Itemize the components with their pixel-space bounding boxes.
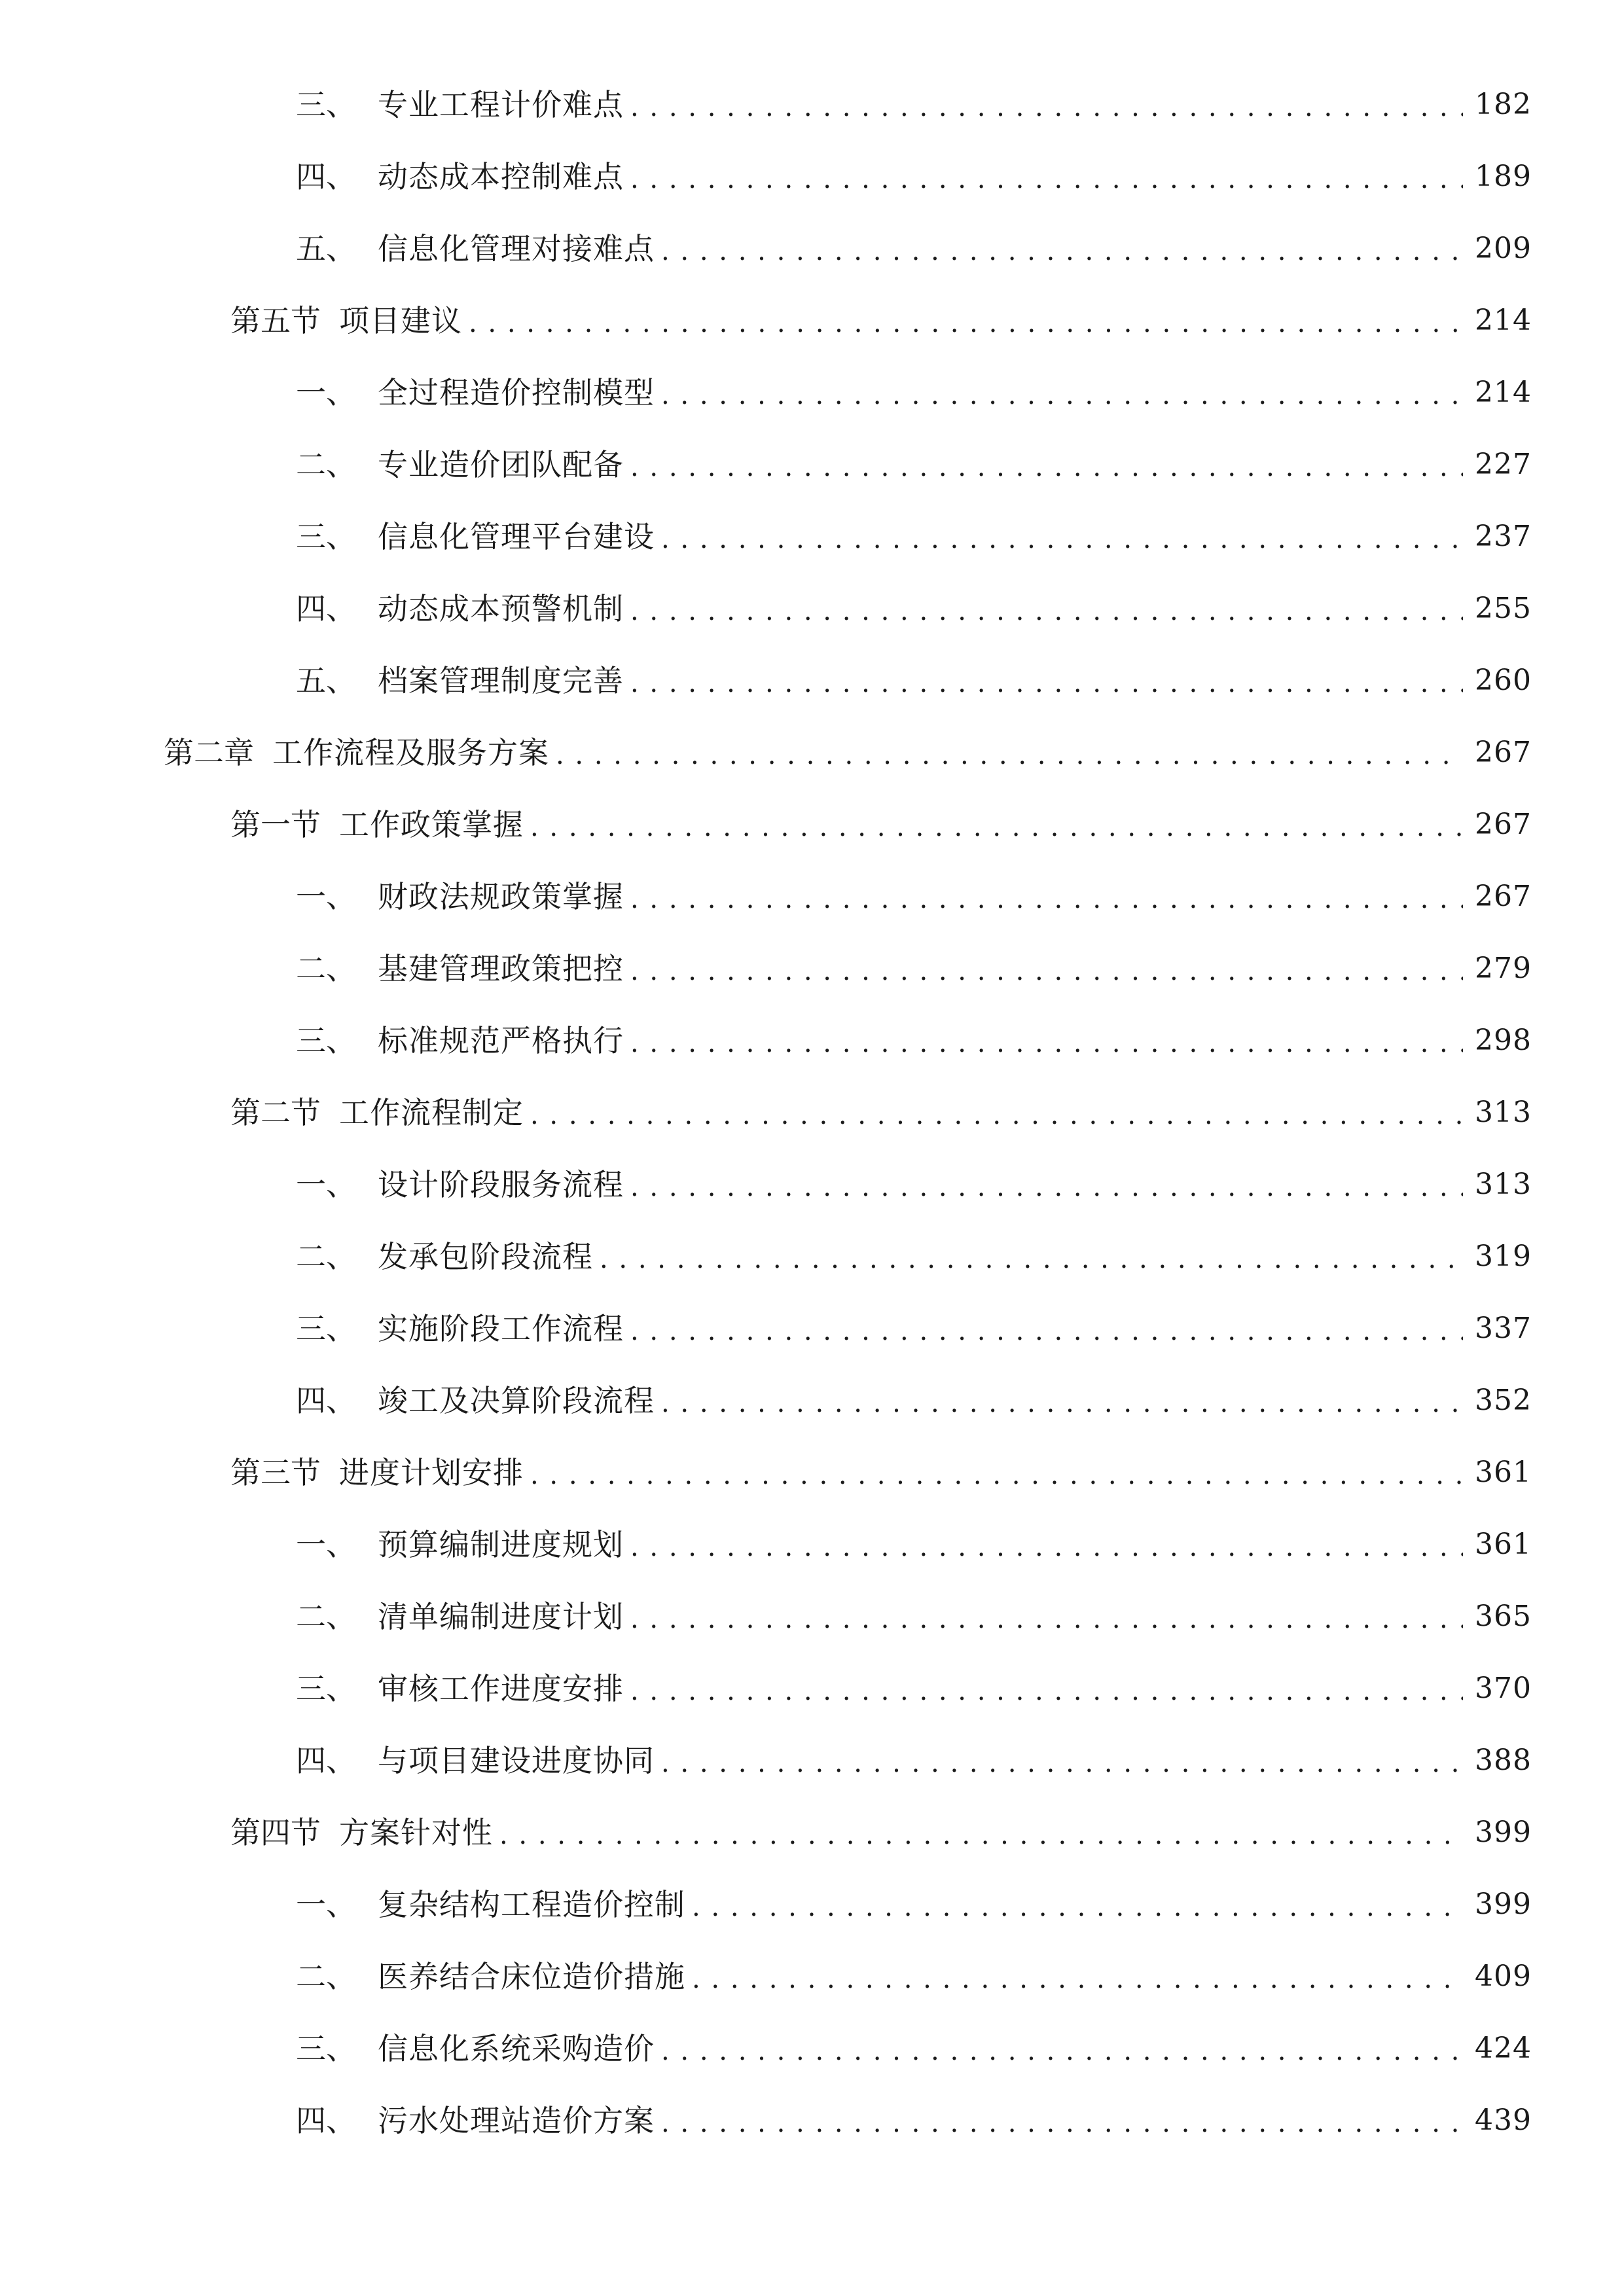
toc-entry-number: 四、 bbox=[296, 159, 356, 194]
toc-entry[interactable] bbox=[296, 573, 1532, 628]
dot-leader bbox=[469, 301, 1463, 340]
dot-leader bbox=[600, 1237, 1463, 1276]
dot-leader bbox=[692, 1885, 1463, 1924]
toc-entry-page-number: 255 bbox=[1475, 592, 1532, 625]
toc-entry-title: 污水处理站造价方案 bbox=[378, 2103, 655, 2138]
toc-entry[interactable] bbox=[230, 285, 1532, 340]
toc-entry[interactable] bbox=[296, 1725, 1532, 1780]
dot-leader bbox=[556, 733, 1463, 772]
toc-entry-number: 第四节 bbox=[230, 1815, 321, 1850]
toc-entry-page-number: 361 bbox=[1475, 1456, 1532, 1489]
toc-entry-number: 第二节 bbox=[230, 1095, 321, 1130]
toc-entry-page-number: 365 bbox=[1475, 1600, 1532, 1633]
toc-entry-title: 工作政策掌握 bbox=[339, 807, 524, 842]
toc-entry-title: 方案针对性 bbox=[339, 1815, 493, 1850]
dot-leader bbox=[661, 1381, 1463, 1420]
toc-entry[interactable] bbox=[164, 717, 1532, 772]
toc-entry[interactable] bbox=[230, 1797, 1532, 1852]
toc-entry-page-number: 260 bbox=[1475, 664, 1532, 697]
toc-entry[interactable] bbox=[296, 1509, 1532, 1564]
toc-entry-page-number: 313 bbox=[1475, 1096, 1532, 1129]
toc-entry-page-number: 279 bbox=[1475, 952, 1532, 985]
toc-entry[interactable] bbox=[296, 861, 1532, 916]
dot-leader bbox=[661, 517, 1463, 556]
toc-entry-number: 二、 bbox=[296, 951, 356, 986]
toc-entry[interactable] bbox=[296, 1581, 1532, 1636]
toc-entry[interactable] bbox=[296, 1221, 1532, 1276]
toc-entry-title: 实施阶段工作流程 bbox=[378, 1311, 624, 1346]
toc-entry[interactable] bbox=[230, 1077, 1532, 1132]
toc-entry-title: 信息化管理平台建设 bbox=[378, 519, 655, 554]
toc-entry[interactable] bbox=[296, 1941, 1532, 1996]
toc-entry-page-number: 189 bbox=[1475, 160, 1532, 193]
toc-entry-title: 工作流程及服务方案 bbox=[272, 735, 549, 770]
toc-entry-title: 医养结合床位造价措施 bbox=[378, 1959, 685, 1994]
dot-leader bbox=[630, 949, 1463, 988]
dot-leader bbox=[499, 1813, 1463, 1852]
toc-entry[interactable] bbox=[296, 1149, 1532, 1204]
toc-entry-number: 三、 bbox=[296, 1023, 356, 1058]
toc-entry-title: 信息化系统采购造价 bbox=[378, 2031, 655, 2066]
toc-entry-number: 五、 bbox=[296, 231, 356, 266]
dot-leader bbox=[630, 589, 1463, 628]
toc-entry-page-number: 399 bbox=[1475, 1888, 1532, 1921]
toc-entry-title: 标准规范严格执行 bbox=[378, 1023, 624, 1058]
dot-leader bbox=[530, 1453, 1463, 1492]
toc-entry[interactable] bbox=[230, 789, 1532, 844]
toc-entry-page-number: 337 bbox=[1475, 1312, 1532, 1345]
toc-entry-number: 第五节 bbox=[230, 303, 321, 338]
toc-entry-number: 第二章 bbox=[164, 735, 254, 770]
dot-leader bbox=[630, 1525, 1463, 1564]
dot-leader bbox=[630, 877, 1463, 916]
toc-entry-title: 财政法规政策掌握 bbox=[378, 879, 624, 914]
dot-leader bbox=[661, 1741, 1463, 1780]
toc-entry-number: 五、 bbox=[296, 663, 356, 698]
toc-entry-title: 审核工作进度安排 bbox=[378, 1671, 624, 1706]
toc-entry-title: 设计阶段服务流程 bbox=[378, 1167, 624, 1202]
dot-leader bbox=[661, 2029, 1463, 2068]
toc-entry-page-number: 267 bbox=[1475, 808, 1532, 841]
toc-entry-number: 一、 bbox=[296, 1887, 356, 1922]
toc-entry-page-number: 237 bbox=[1475, 520, 1532, 553]
toc-entry-title: 全过程造价控制模型 bbox=[378, 375, 655, 410]
toc-entry-title: 档案管理制度完善 bbox=[378, 663, 624, 698]
dot-leader bbox=[630, 157, 1463, 196]
toc-entry-number: 第三节 bbox=[230, 1455, 321, 1490]
toc-entry[interactable] bbox=[296, 429, 1532, 484]
toc-entry-title: 竣工及决算阶段流程 bbox=[378, 1383, 655, 1418]
toc-entry-title: 专业造价团队配备 bbox=[378, 447, 624, 482]
toc-entry-page-number: 399 bbox=[1475, 1816, 1532, 1849]
toc-entry-title: 工作流程制定 bbox=[339, 1095, 524, 1130]
toc-entry-title: 基建管理政策把控 bbox=[378, 951, 624, 986]
toc-entry-number: 三、 bbox=[296, 1671, 356, 1706]
toc-entry-page-number: 370 bbox=[1475, 1672, 1532, 1705]
dot-leader bbox=[630, 1165, 1463, 1204]
dot-leader bbox=[630, 1309, 1463, 1348]
toc-entry-title: 清单编制进度计划 bbox=[378, 1599, 624, 1634]
toc-entry-number: 四、 bbox=[296, 591, 356, 626]
toc-entry-page-number: 214 bbox=[1475, 376, 1532, 409]
toc-entry[interactable] bbox=[296, 141, 1532, 196]
dot-leader bbox=[692, 1957, 1463, 1996]
dot-leader bbox=[630, 661, 1463, 700]
dot-leader bbox=[630, 85, 1463, 124]
dot-leader bbox=[661, 2101, 1463, 2140]
toc-entry[interactable] bbox=[296, 933, 1532, 988]
dot-leader bbox=[630, 1597, 1463, 1636]
toc-entry[interactable] bbox=[296, 357, 1532, 412]
toc-entry-page-number: 388 bbox=[1475, 1744, 1532, 1777]
toc-entry-page-number: 267 bbox=[1475, 880, 1532, 913]
toc-entry-page-number: 313 bbox=[1475, 1168, 1532, 1201]
toc-entry[interactable] bbox=[296, 501, 1532, 556]
dot-leader bbox=[661, 373, 1463, 412]
toc-entry-number: 一、 bbox=[296, 375, 356, 410]
toc-entry-page-number: 409 bbox=[1475, 1960, 1532, 1993]
toc-entry-number: 四、 bbox=[296, 1743, 356, 1778]
toc-entry-title: 专业工程计价难点 bbox=[378, 87, 624, 122]
toc-entry-title: 进度计划安排 bbox=[339, 1455, 524, 1490]
toc-entry-page-number: 209 bbox=[1475, 232, 1532, 265]
toc-entry[interactable] bbox=[296, 1869, 1532, 1924]
dot-leader bbox=[630, 1669, 1463, 1708]
toc-entry-title: 发承包阶段流程 bbox=[378, 1239, 593, 1274]
toc-entry-title: 动态成本预警机制 bbox=[378, 591, 624, 626]
toc-entry-page-number: 439 bbox=[1475, 2104, 1532, 2137]
toc-entry[interactable] bbox=[296, 213, 1532, 268]
dot-leader bbox=[630, 445, 1463, 484]
toc-entry-number: 一、 bbox=[296, 1527, 356, 1562]
toc-entry[interactable] bbox=[296, 645, 1532, 700]
toc-entry-page-number: 361 bbox=[1475, 1528, 1532, 1561]
toc-entry-number: 二、 bbox=[296, 1239, 356, 1274]
toc-entry-number: 四、 bbox=[296, 1383, 356, 1418]
dot-leader bbox=[530, 805, 1463, 844]
toc-entry-page-number: 319 bbox=[1475, 1240, 1532, 1273]
toc-entry-number: 三、 bbox=[296, 1311, 356, 1346]
toc-entry[interactable] bbox=[296, 1293, 1532, 1348]
toc-entry-title: 与项目建设进度协同 bbox=[378, 1743, 655, 1778]
toc-entry[interactable] bbox=[296, 1005, 1532, 1060]
toc-entry-number: 二、 bbox=[296, 1959, 356, 1994]
toc-entry-page-number: 267 bbox=[1475, 736, 1532, 769]
toc-entry-number: 一、 bbox=[296, 879, 356, 914]
toc-entry-number: 三、 bbox=[296, 2031, 356, 2066]
toc-entry-number: 三、 bbox=[296, 519, 356, 554]
toc-entry-title: 预算编制进度规划 bbox=[378, 1527, 624, 1562]
toc-entry-page-number: 214 bbox=[1475, 304, 1532, 337]
toc-entry[interactable] bbox=[296, 1653, 1532, 1708]
dot-leader bbox=[630, 1021, 1463, 1060]
toc-entry-page-number: 227 bbox=[1475, 448, 1532, 481]
toc-entry-number: 三、 bbox=[296, 87, 356, 122]
toc-entry-number: 第一节 bbox=[230, 807, 321, 842]
toc-entry[interactable] bbox=[296, 69, 1532, 124]
toc-entry-number: 一、 bbox=[296, 1167, 356, 1202]
toc-entry-title: 动态成本控制难点 bbox=[378, 159, 624, 194]
toc-entry-number: 二、 bbox=[296, 1599, 356, 1634]
toc-entry-page-number: 182 bbox=[1475, 88, 1532, 121]
toc-entry[interactable] bbox=[296, 2085, 1532, 2140]
toc-entry-page-number: 298 bbox=[1475, 1024, 1532, 1057]
toc-entry[interactable] bbox=[296, 1365, 1532, 1420]
toc-entry-page-number: 424 bbox=[1475, 2032, 1532, 2065]
toc-entry-number: 二、 bbox=[296, 447, 356, 482]
toc-entry[interactable] bbox=[296, 2013, 1532, 2068]
toc-entry-title: 复杂结构工程造价控制 bbox=[378, 1887, 685, 1922]
toc-entry-title: 信息化管理对接难点 bbox=[378, 231, 655, 266]
toc-entry[interactable] bbox=[230, 1437, 1532, 1492]
toc-entry-title: 项目建议 bbox=[339, 303, 462, 338]
dot-leader bbox=[530, 1093, 1463, 1132]
toc-entry-number: 四、 bbox=[296, 2103, 356, 2138]
dot-leader bbox=[661, 229, 1463, 268]
toc-entry-page-number: 352 bbox=[1475, 1384, 1532, 1417]
